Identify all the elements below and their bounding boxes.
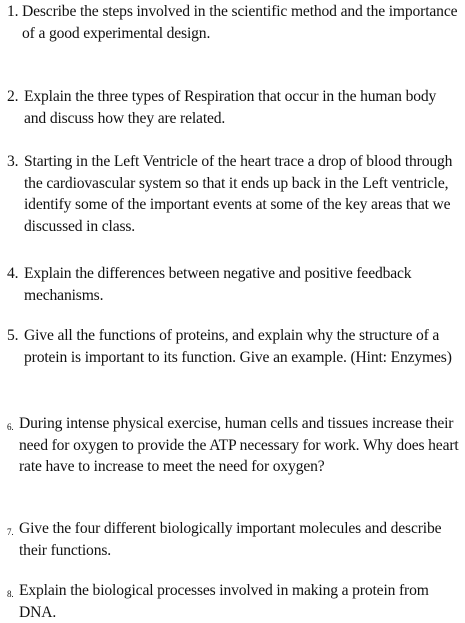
- question-3: [7, 151, 459, 237]
- question-8-text: Explain the biological processes involved in making a protein from DNA.: [19, 582, 429, 621]
- question-6-number: 6.: [7, 422, 14, 432]
- question-2-number: 2.: [7, 88, 19, 105]
- question-4-text: Explain the differences between negative and positive feedback mechanisms.: [24, 265, 412, 304]
- question-4-number: 4.: [7, 265, 19, 282]
- question-4: [7, 263, 459, 306]
- question-2-text: Explain the three types of Respiration that occur in the human body and discuss how they are related.: [24, 88, 437, 127]
- question-3-number: 3.: [7, 153, 19, 170]
- question-1-number: 1.: [7, 3, 19, 20]
- question-7-number: 7.: [7, 527, 14, 537]
- question-8-number: 8.: [7, 589, 14, 599]
- question-5-number: 5.: [7, 327, 19, 344]
- question-8: [7, 580, 459, 623]
- question-7-text: Give the four different biologically important molecules and describe their functions.: [19, 520, 442, 559]
- question-6: [7, 413, 459, 478]
- question-1: [7, 1, 459, 44]
- question-5: [7, 325, 459, 368]
- question-1-text: Describe the steps involved in the scientific method and the importance of a good experimental design.: [22, 3, 458, 42]
- question-2: [7, 86, 459, 129]
- question-3-text: Starting in the Left Ventricle of the heart trace a drop of blood through the cardiovascular system so that it ends up back in the Left ventricle, identify some of the important events at some of the key areas that we discussed in class.: [24, 153, 453, 235]
- question-6-text: During intense physical exercise, human cells and tissues increase their need for oxygen to provide the ATP necessary for work. Why does heart rate have to increase to meet the need for oxygen?: [19, 415, 459, 475]
- question-7: [7, 518, 459, 561]
- question-5-text: Give all the functions of proteins, and explain why the structure of a protein is important to its function. Give an example. (Hint: Enzymes): [24, 327, 452, 366]
